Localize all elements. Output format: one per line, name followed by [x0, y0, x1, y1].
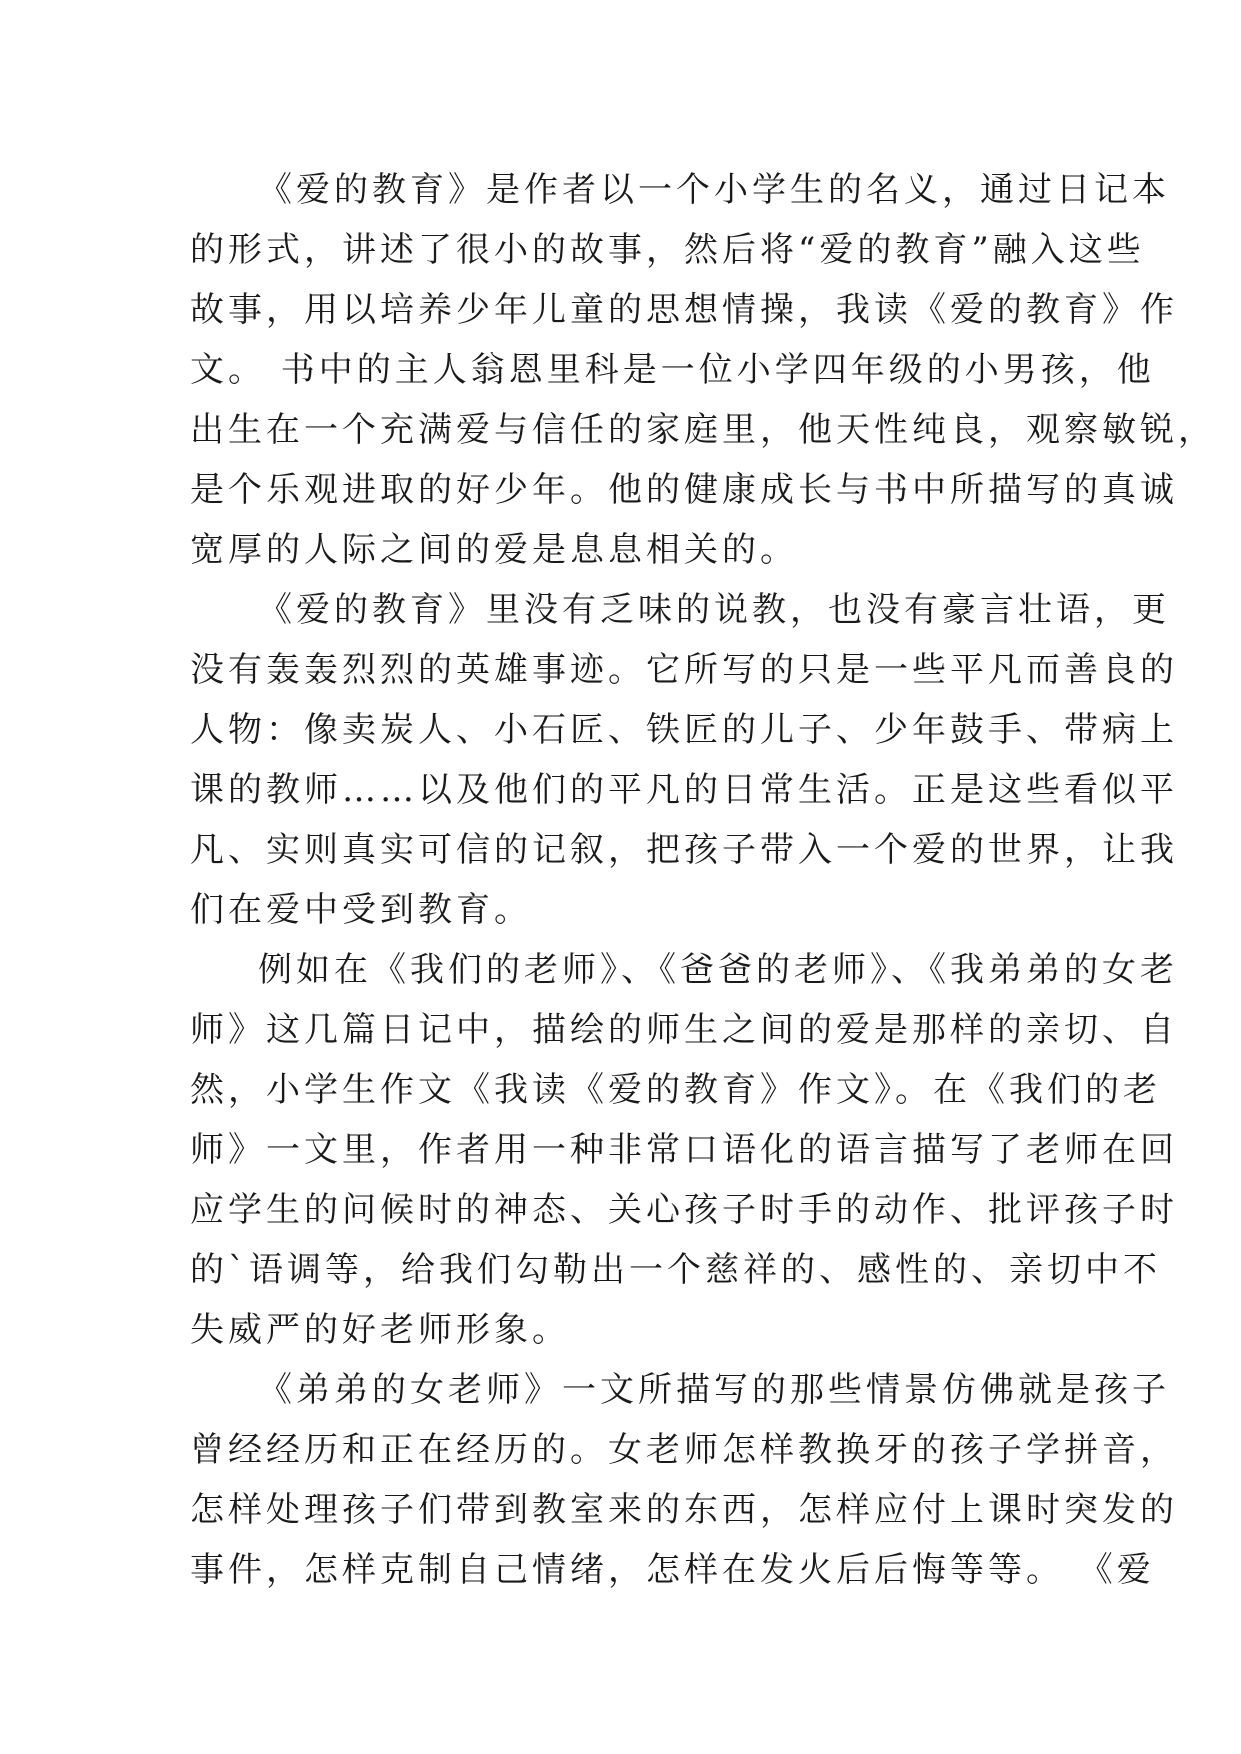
paragraph-3-line-3: 然，小学生作文《我读《爱的教育》作文》。在《我们的老 — [190, 1070, 1161, 1110]
paragraph-1-line-1: 《爱的教育》是作者以一个小学生的名义，通过日记本 — [258, 170, 1170, 210]
paragraph-2-line-5: 凡、实则真实可信的记叙，把孩子带入一个爱的世界，让我 — [190, 830, 1178, 870]
paragraph-3-line-2: 师》这几篇日记中，描绘的师生之间的爱是那样的亲切、自 — [190, 1010, 1178, 1050]
paragraph-1-line-7: 宽厚的人际之间的爱是息息相关的。 — [190, 530, 798, 570]
paragraph-4-line-4: 事件，怎样克制自己情绪，怎样在发火后后悔等等。 《爱 — [190, 1550, 1155, 1590]
document-body — [190, 160, 1216, 1600]
paragraph-2-line-2: 没有轰轰烈烈的英雄事迹。它所写的只是一些平凡而善良的 — [190, 650, 1178, 690]
paragraph-2-line-6: 们在爱中受到教育。 — [190, 890, 532, 930]
paragraph-3-line-4: 师》一文里，作者用一种非常口语化的语言描写了老师在回 — [190, 1130, 1178, 1170]
paragraph-2-line-3: 人物：像卖炭人、小石匠、铁匠的儿子、少年鼓手、带病上 — [190, 710, 1178, 750]
paragraph-3-line-6: 的`语调等，给我们勾勒出一个慈祥的、感性的、亲切中不 — [190, 1250, 1161, 1290]
paragraph-3-line-5: 应学生的问候时的神态、关心孩子时手的动作、批评孩子时 — [190, 1190, 1178, 1230]
paragraph-3-line-1: 例如在《我们的老师》、《爸爸的老师》、《我弟弟的女老 — [258, 950, 1178, 990]
paragraph-2-line-1: 《爱的教育》里没有乏味的说教，也没有豪言壮语，更 — [258, 590, 1170, 630]
paragraph-1-line-5: 出生在一个充满爱与信任的家庭里，他天性纯良，观察敏锐， — [190, 410, 1216, 450]
paragraph-2-line-4: 课的教师……以及他们的平凡的日常生活。正是这些看似平 — [190, 770, 1178, 810]
paragraph-4-line-3: 怎样处理孩子们带到教室来的东西，怎样应付上课时突发的 — [190, 1490, 1178, 1530]
paragraph-4-line-1: 《弟弟的女老师》一文所描写的那些情景仿佛就是孩子 — [258, 1370, 1170, 1410]
paragraph-1-line-4: 文。 书中的主人翁恩里科是一位小学四年级的小男孩，他 — [190, 350, 1155, 390]
paragraph-1-line-6: 是个乐观进取的好少年。他的健康成长与书中所描写的真诚 — [190, 470, 1178, 510]
paragraph-4-line-2: 曾经经历和正在经历的。女老师怎样教换牙的孩子学拼音， — [190, 1430, 1178, 1470]
paragraph-3-line-7: 失威严的好老师形象。 — [190, 1310, 570, 1350]
paragraph-1-line-2: 的形式，讲述了很小的故事，然后将“爱的教育”融入这些 — [190, 230, 1145, 270]
paragraph-1-line-3: 故事，用以培养少年儿童的思想情操，我读《爱的教育》作 — [190, 290, 1178, 330]
